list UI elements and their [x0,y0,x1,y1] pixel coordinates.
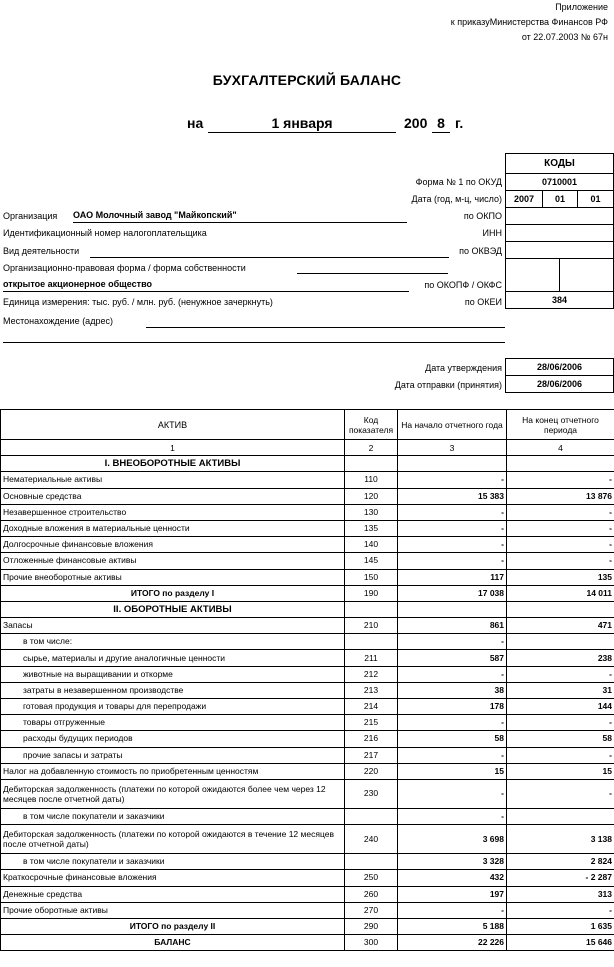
table-colnum-row [1,440,614,456]
date-year-code: 2007 [505,190,543,208]
row-end-value: - [507,472,614,488]
row-code: 240 [345,825,398,854]
row-start-value: - [398,520,507,536]
row-end-value: 15 646 [507,935,614,951]
row-end-value: 31 [507,682,614,698]
row-label: затраты в незавершенном производстве [1,682,345,698]
row-start-value: 3 328 [398,854,507,870]
table-row [1,682,614,698]
row-start-value [398,601,507,617]
sent-date-label: Дата отправки (принятия) [394,380,502,390]
okud-value: 0710001 [505,173,614,191]
row-code: 140 [345,537,398,553]
row-start-value: - [398,666,507,682]
section-row [1,601,614,617]
unit-label: Единица измерения: тыс. руб. / млн. руб. (ненужное зачеркнуть) [3,297,273,307]
row-label: БАЛАНС [1,935,345,951]
row-end-value: 58 [507,731,614,747]
row-label: II. ОБОРОТНЫЕ АКТИВЫ [1,601,345,617]
row-end-value [507,808,614,824]
row-start-value: 861 [398,618,507,634]
address-label: Местонахождение (адрес) [3,316,113,326]
okopf-code-cell [505,258,560,292]
table-row [1,504,614,520]
row-start-value [398,456,507,472]
row-end-value: - [507,715,614,731]
row-code: 130 [345,504,398,520]
row-code: 270 [345,902,398,918]
row-end-value: 471 [507,618,614,634]
date-suffix: г. [455,115,464,131]
row-label: животные на выращивании и откорме [1,666,345,682]
table-row [1,763,614,779]
row-label: Налог на добавленную стоимость по приобретенным ценностям [1,763,345,779]
row-start-value: - [398,504,507,520]
activity-label: Вид деятельности [3,246,80,256]
total-row [1,585,614,601]
row-code: 260 [345,886,398,902]
table-row [1,715,614,731]
row-code: 290 [345,918,398,934]
table-row [1,731,614,747]
row-code [345,601,398,617]
row-code [345,808,398,824]
table-row [1,520,614,536]
table-row [1,902,614,918]
row-end-value: 2 824 [507,854,614,870]
row-code: 190 [345,585,398,601]
row-label: Денежные средства [1,886,345,902]
row-start-value: - [398,715,507,731]
col-header-asset: АКТИВ [1,410,345,440]
okfs-code-cell [559,258,614,292]
row-code: 230 [345,779,398,808]
row-label: I. ВНЕОБОРОТНЫЕ АКТИВЫ [1,456,345,472]
row-start-value: - [398,634,507,650]
row-code: 220 [345,763,398,779]
inn-code-cell [505,224,614,242]
sent-date-value: 28/06/2006 [505,375,614,393]
row-label: расходы будущих периодов [1,731,345,747]
table-row [1,886,614,902]
table-row [1,854,614,870]
table-row [1,699,614,715]
okpo-code-cell [505,207,614,225]
row-start-value: 15 [398,763,507,779]
org-label: Организация [3,211,58,221]
row-end-value: 15 [507,763,614,779]
row-end-value: - [507,537,614,553]
row-end-value: 144 [507,699,614,715]
table-row [1,553,614,569]
table-row [1,472,614,488]
row-end-value: - [507,553,614,569]
row-code: 250 [345,870,398,886]
okved-label: по ОКВЭД [459,246,502,256]
okved-code-cell [505,241,614,259]
date-month-code: 01 [542,190,578,208]
table-row [1,779,614,808]
okpo-label: по ОКПО [463,211,502,221]
okud-label: Форма № 1 по ОКУД [415,177,502,187]
appendix-line-1: Приложение [555,2,608,12]
row-label: Дебиторская задолженность (платежи по которой ожидаются в течение 12 месяцев после отчетной даты) [1,825,345,854]
date-year-digit: 8 [432,115,450,133]
row-start-value: 587 [398,650,507,666]
col-number-3: 3 [398,440,507,456]
table-row [1,825,614,854]
row-code: 135 [345,520,398,536]
row-start-value: - [398,472,507,488]
col-number-4: 4 [507,440,614,456]
row-code [345,634,398,650]
row-label: Нематериальные активы [1,472,345,488]
row-end-value: - [507,902,614,918]
legal-form-value: открытое акционерное общество [3,279,409,292]
row-code [345,854,398,870]
row-label: Краткосрочные финансовые вложения [1,870,345,886]
table-row [1,870,614,886]
row-start-value: - [398,537,507,553]
row-start-value: 5 188 [398,918,507,934]
date-prefix: на [187,115,204,131]
row-start-value: - [398,808,507,824]
col-number-1: 1 [1,440,345,456]
row-code: 212 [345,666,398,682]
col-header-start: На начало отчетного года [398,410,507,440]
row-start-value: 22 226 [398,935,507,951]
total-row [1,918,614,934]
row-start-value: 197 [398,886,507,902]
page-title: БУХГАЛТЕРСКИЙ БАЛАНС [212,72,402,88]
row-label: сырье, материалы и другие аналогичные ценности [1,650,345,666]
row-end-value [507,634,614,650]
address-line [146,316,505,328]
row-label: Прочие оборотные активы [1,902,345,918]
approve-date-value: 28/06/2006 [505,358,614,376]
row-end-value [507,601,614,617]
table-row [1,808,614,824]
row-start-value: 15 383 [398,488,507,504]
row-code: 145 [345,553,398,569]
row-label: Основные средства [1,488,345,504]
taxpayer-id-label: Идентификационный номер налогоплательщика [3,228,207,238]
col-header-end: На конец отчетного периода [507,410,614,440]
codes-header: КОДЫ [505,153,614,174]
appendix-note [451,0,608,45]
table-row [1,569,614,585]
row-label: товары отгруженные [1,715,345,731]
table-row [1,634,614,650]
row-start-value: - [398,902,507,918]
table-row [1,666,614,682]
org-name: ОАО Молочный завод "Майкопский" [73,210,407,223]
table-row [1,537,614,553]
total-row [1,935,614,951]
row-end-value [507,456,614,472]
row-code: 120 [345,488,398,504]
row-label: ИТОГО по разделу I [1,585,345,601]
table-row [1,747,614,763]
row-end-value: - [507,747,614,763]
legal-form-line [297,262,448,274]
row-code: 216 [345,731,398,747]
appendix-line-2: к приказуМинистерства Финансов РФ [450,17,608,27]
date-day-code: 01 [577,190,614,208]
row-label: Прочие внеоборотные активы [1,569,345,585]
table-row [1,618,614,634]
row-end-value: 13 876 [507,488,614,504]
row-label: в том числе: [1,634,345,650]
row-label: прочие запасы и затраты [1,747,345,763]
row-end-value: - [507,779,614,808]
row-start-value: 178 [398,699,507,715]
row-label: в том числе покупатели и заказчики [1,854,345,870]
row-end-value: - [507,666,614,682]
date-code-label: Дата (год, м-ц, число) [411,194,502,204]
row-label: Дебиторская задолженность (платежи по которой ожидаются более чем через 12 месяцев после отчетной даты) [1,779,345,808]
okopf-label: по ОКОПФ / ОКФС [424,280,502,290]
inn-short-label: ИНН [482,228,502,238]
row-label: Отложенные финансовые активы [1,553,345,569]
legal-form-label: Организационно-правовая форма / форма собственности [3,263,246,273]
date-day-month: 1 января [208,115,396,133]
row-end-value: 313 [507,886,614,902]
table-row [1,488,614,504]
row-end-value: 135 [507,569,614,585]
row-code: 300 [345,935,398,951]
balance-table [0,409,614,951]
row-start-value: 3 698 [398,825,507,854]
row-start-value: 17 038 [398,585,507,601]
row-code: 215 [345,715,398,731]
row-start-value: - [398,553,507,569]
row-label: Доходные вложения в материальные ценности [1,520,345,536]
approve-date-label: Дата утверждения [425,363,502,373]
col-header-code: Код показателя [345,410,398,440]
row-code: 110 [345,472,398,488]
row-code: 210 [345,618,398,634]
row-code: 214 [345,699,398,715]
row-label: Долгосрочные финансовые вложения [1,537,345,553]
row-start-value: 432 [398,870,507,886]
row-label: Незавершенное строительство [1,504,345,520]
row-label: готовая продукция и товары для перепродажи [1,699,345,715]
okei-label: по ОКЕИ [464,297,502,307]
row-end-value: 238 [507,650,614,666]
row-start-value: 117 [398,569,507,585]
row-code [345,456,398,472]
activity-line [90,246,449,258]
row-end-value: - [507,520,614,536]
row-label: ИТОГО по разделу II [1,918,345,934]
row-start-value: 58 [398,731,507,747]
section-row [1,456,614,472]
col-number-2: 2 [345,440,398,456]
table-row [1,650,614,666]
row-end-value: - 2 287 [507,870,614,886]
appendix-line-3: от 22.07.2003 № 67н [521,32,608,42]
row-end-value: 14 011 [507,585,614,601]
row-label: в том числе покупатели и заказчики [1,808,345,824]
row-code: 150 [345,569,398,585]
date-year-prefix: 200 [404,115,428,131]
row-end-value: - [507,504,614,520]
row-code: 211 [345,650,398,666]
address-line-2 [3,331,505,343]
row-start-value: - [398,747,507,763]
row-start-value: 38 [398,682,507,698]
okei-value: 384 [505,291,614,309]
table-header-row [1,410,614,440]
row-end-value: 3 138 [507,825,614,854]
row-label: Запасы [1,618,345,634]
row-code: 213 [345,682,398,698]
row-start-value: - [398,779,507,808]
row-code: 217 [345,747,398,763]
row-end-value: 1 635 [507,918,614,934]
